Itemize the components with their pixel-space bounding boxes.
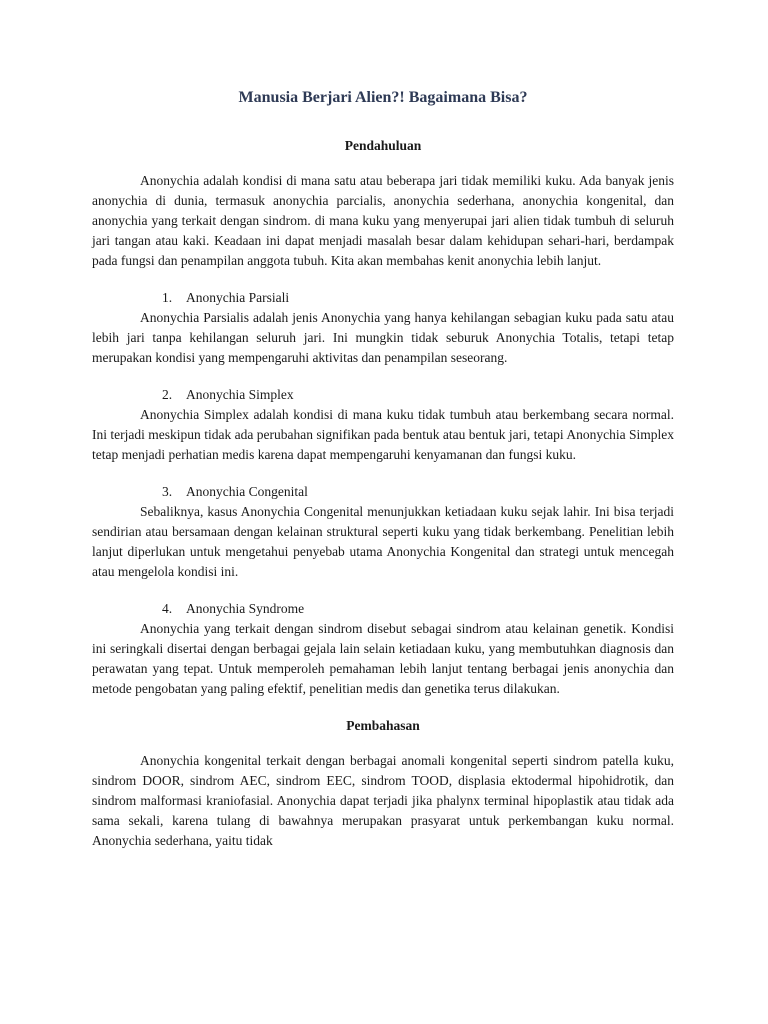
type-3-paragraph: Sebaliknya, kasus Anonychia Congenital menunjukkan ketiadaan kuku sejak lahir. Ini bisa terjadi sendirian atau bersamaan dengan kelainan struktural seperti kuku yang tidak berkembang. Penelitian lebih lanjut diperlukan untuk mengetahui penyebab utama Anonychia Kongenital dan strategi untuk mencegah atau mengelola kondisi ini. bbox=[92, 504, 674, 579]
discussion-heading: Pembahasan bbox=[346, 718, 420, 733]
document-page bbox=[92, 88, 674, 851]
document-title: Manusia Berjari Alien?! Bagaimana Bisa? bbox=[238, 89, 528, 106]
type-1-title bbox=[92, 288, 674, 308]
type-1-name: Anonychia Parsiali bbox=[186, 290, 290, 305]
intro-heading: Pendahuluan bbox=[344, 138, 422, 153]
discussion-paragraph: Anonychia kongenital terkait dengan berbagai anomali kongenital seperti sindrom patella kuku, sindrom DOOR, sindrom AEC, sindrom EEC, sindrom TOOD, displasia ektodermal hipohidrotik, dan sindrom malformasi kraniofasial. Anonychia dapat terjadi jika phalynx terminal hipoplastik atau tidak ada sama sekali, karena tulang di bawahnya merupakan prasyarat untuk perkembangan kuku normal. Anonychia sederhana, yaitu tidak bbox=[92, 753, 674, 848]
type-2-name: Anonychia Simplex bbox=[186, 387, 294, 402]
type-4-title bbox=[92, 599, 674, 619]
type-4-paragraph: Anonychia yang terkait dengan sindrom disebut sebagai sindrom atau kelainan genetik. Kondisi ini seringkali disertai dengan berbagai gejala lain selain ketiadaan kuku, yang membutuhkan diagnosis dan perawatan yang tepat. Untuk memperoleh pemahaman lebih lanjut tentang berbagai jenis anonychia dan metode pengobatan yang paling efektif, penelitian medis dan genetika terus dilakukan. bbox=[92, 621, 674, 696]
type-2-number: 2. bbox=[162, 387, 173, 402]
type-2-paragraph: Anonychia Simplex adalah kondisi di mana kuku tidak tumbuh atau berkembang secara normal. Ini terjadi meskipun tidak ada perubahan signifikan pada bentuk atau bentuk jari, tetapi Anonychia Simplex tetap menjadi perhatian medis karena dapat mempengaruhi kenyamanan dan fungsi kuku. bbox=[92, 407, 674, 462]
type-3-name: Anonychia Congenital bbox=[186, 484, 308, 499]
type-4-name: Anonychia Syndrome bbox=[186, 601, 305, 616]
type-1-number: 1. bbox=[162, 290, 173, 305]
intro-paragraph: Anonychia adalah kondisi di mana satu atau beberapa jari tidak memiliki kuku. Ada banyak jenis anonychia di dunia, termasuk anonychia parcialis, anonychia sederhana, anonychia kongenital, dan anonychia yang terkait dengan sindrom. di mana kuku yang menyerupai jari alien tidak tumbuh di seluruh jari tangan atau kaki. Keadaan ini dapat menjadi masalah besar dalam kehidupan sehari-hari, berdampak pada fungsi dan penampilan anggota tubuh. Kita akan membahas kenit anonychia lebih lanjut. bbox=[92, 173, 674, 268]
type-3-number: 3. bbox=[162, 484, 173, 499]
type-4-number: 4. bbox=[162, 601, 173, 616]
type-3-title bbox=[92, 482, 674, 502]
type-2-title bbox=[92, 385, 674, 405]
type-1-paragraph: Anonychia Parsialis adalah jenis Anonychia yang hanya kehilangan sebagian kuku pada satu atau lebih jari tanpa kehilangan seluruh jari. Ini mungkin tidak seburuk Anonychia Totalis, tetapi tetap merupakan kondisi yang mempengaruhi aktivitas dan penampilan seseorang. bbox=[92, 310, 674, 365]
